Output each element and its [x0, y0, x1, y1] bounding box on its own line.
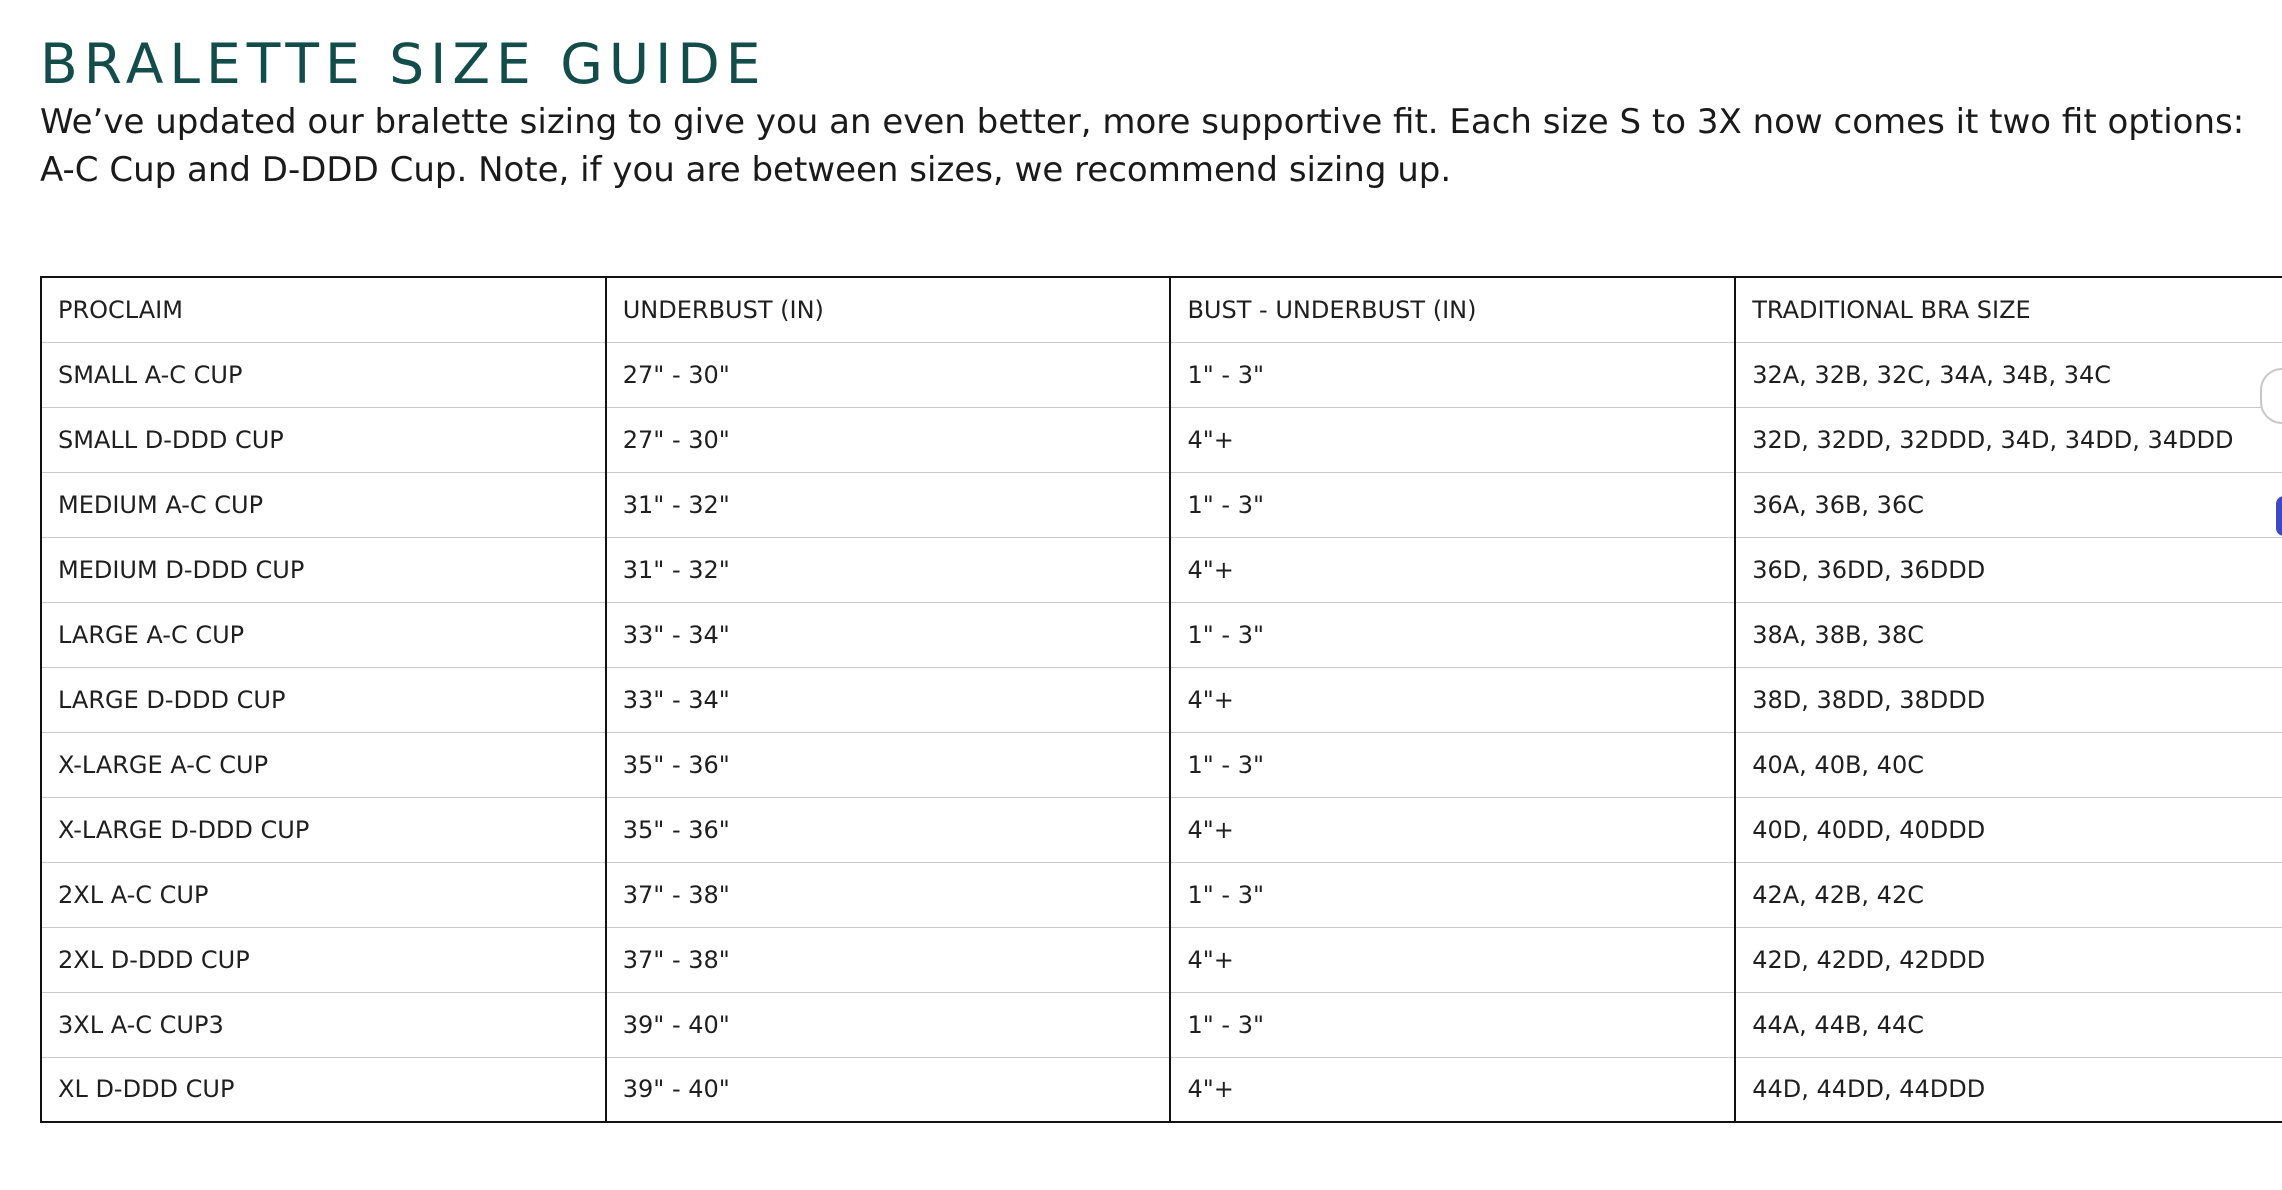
size-table-body — [41, 277, 2282, 1122]
cell-traditional-bra-size: 36D, 36DD, 36DDD — [1735, 537, 2282, 602]
cell-traditional-bra-size: 32D, 32DD, 32DDD, 34D, 34DD, 34DDD — [1735, 407, 2282, 472]
cell-traditional-bra-size: 38A, 38B, 38C — [1735, 602, 2282, 667]
cell-bust-minus-underbust: 1" - 3" — [1170, 602, 1735, 667]
cell-bust-minus-underbust: 1" - 3" — [1170, 992, 1735, 1057]
table-row — [41, 992, 2282, 1057]
cell-bust-minus-underbust: 4"+ — [1170, 927, 1735, 992]
cell-traditional-bra-size: 44D, 44DD, 44DDD — [1735, 1057, 2282, 1122]
cell-proclaim: XL D-DDD CUP — [41, 1057, 606, 1122]
cell-underbust: 39" - 40" — [606, 1057, 1171, 1122]
table-row — [41, 927, 2282, 992]
cell-underbust: 27" - 30" — [606, 407, 1171, 472]
cell-proclaim: 3XL A-C CUP3 — [41, 992, 606, 1057]
cell-traditional-bra-size: 42A, 42B, 42C — [1735, 862, 2282, 927]
table-row — [41, 667, 2282, 732]
cell-traditional-bra-size: 42D, 42DD, 42DDD — [1735, 927, 2282, 992]
cell-bust-minus-underbust: 1" - 3" — [1170, 472, 1735, 537]
cell-proclaim: LARGE D-DDD CUP — [41, 667, 606, 732]
cell-bust-minus-underbust: 1" - 3" — [1170, 862, 1735, 927]
size-guide-table — [40, 276, 2282, 1123]
table-header-row — [41, 277, 2282, 342]
cell-bust-minus-underbust: 4"+ — [1170, 537, 1735, 602]
cell-bust-minus-underbust: 4"+ — [1170, 797, 1735, 862]
table-row — [41, 732, 2282, 797]
cell-traditional-bra-size: 32A, 32B, 32C, 34A, 34B, 34C — [1735, 342, 2282, 407]
cell-underbust: 35" - 36" — [606, 732, 1171, 797]
cell-traditional-bra-size: 40A, 40B, 40C — [1735, 732, 2282, 797]
intro-line-2: A-C Cup and D-DDD Cup. Note, if you are between sizes, we recommend sizing up. — [40, 150, 1452, 190]
cell-proclaim: LARGE A-C CUP — [41, 602, 606, 667]
cell-proclaim: 2XL A-C CUP — [41, 862, 606, 927]
intro-line-1: We’ve updated our bralette sizing to give you an even better, more supportive fit. Each size S to 3X now comes it two fit options: — [40, 102, 2245, 142]
cell-proclaim: 2XL D-DDD CUP — [41, 927, 606, 992]
cell-bust-minus-underbust: 1" - 3" — [1170, 342, 1735, 407]
header-proclaim: PROCLAIM — [41, 277, 606, 342]
cell-underbust: 35" - 36" — [606, 797, 1171, 862]
cell-proclaim: MEDIUM A-C CUP — [41, 472, 606, 537]
cell-traditional-bra-size: 38D, 38DD, 38DDD — [1735, 667, 2282, 732]
cell-proclaim: X-LARGE D-DDD CUP — [41, 797, 606, 862]
size-table-container[interactable] — [40, 276, 2282, 1152]
cell-bust-minus-underbust: 4"+ — [1170, 1057, 1735, 1122]
cell-underbust: 37" - 38" — [606, 927, 1171, 992]
cell-traditional-bra-size: 36A, 36B, 36C — [1735, 472, 2282, 537]
cell-proclaim: SMALL A-C CUP — [41, 342, 606, 407]
cell-underbust: 37" - 38" — [606, 862, 1171, 927]
table-row — [41, 472, 2282, 537]
table-row — [41, 797, 2282, 862]
cell-traditional-bra-size: 40D, 40DD, 40DDD — [1735, 797, 2282, 862]
header-bust-minus-underbust: BUST - UNDERBUST (IN) — [1170, 277, 1735, 342]
cell-proclaim: MEDIUM D-DDD CUP — [41, 537, 606, 602]
intro-text — [40, 98, 2280, 194]
page-title: BRALETTE SIZE GUIDE — [40, 32, 767, 96]
table-row — [41, 342, 2282, 407]
table-row — [41, 407, 2282, 472]
header-traditional-bra-size: TRADITIONAL BRA SIZE — [1735, 277, 2282, 342]
cell-bust-minus-underbust: 1" - 3" — [1170, 732, 1735, 797]
floating-action-button[interactable] — [2276, 496, 2282, 536]
cell-underbust: 33" - 34" — [606, 602, 1171, 667]
table-row — [41, 537, 2282, 602]
cell-underbust: 27" - 30" — [606, 342, 1171, 407]
cell-underbust: 31" - 32" — [606, 472, 1171, 537]
cell-underbust: 33" - 34" — [606, 667, 1171, 732]
cell-traditional-bra-size: 44A, 44B, 44C — [1735, 992, 2282, 1057]
header-underbust: UNDERBUST (IN) — [606, 277, 1171, 342]
table-row — [41, 1057, 2282, 1122]
cell-underbust: 39" - 40" — [606, 992, 1171, 1057]
table-row — [41, 602, 2282, 667]
cell-bust-minus-underbust: 4"+ — [1170, 667, 1735, 732]
cell-underbust: 31" - 32" — [606, 537, 1171, 602]
table-row — [41, 862, 2282, 927]
cell-proclaim: SMALL D-DDD CUP — [41, 407, 606, 472]
cell-bust-minus-underbust: 4"+ — [1170, 407, 1735, 472]
cell-proclaim: X-LARGE A-C CUP — [41, 732, 606, 797]
